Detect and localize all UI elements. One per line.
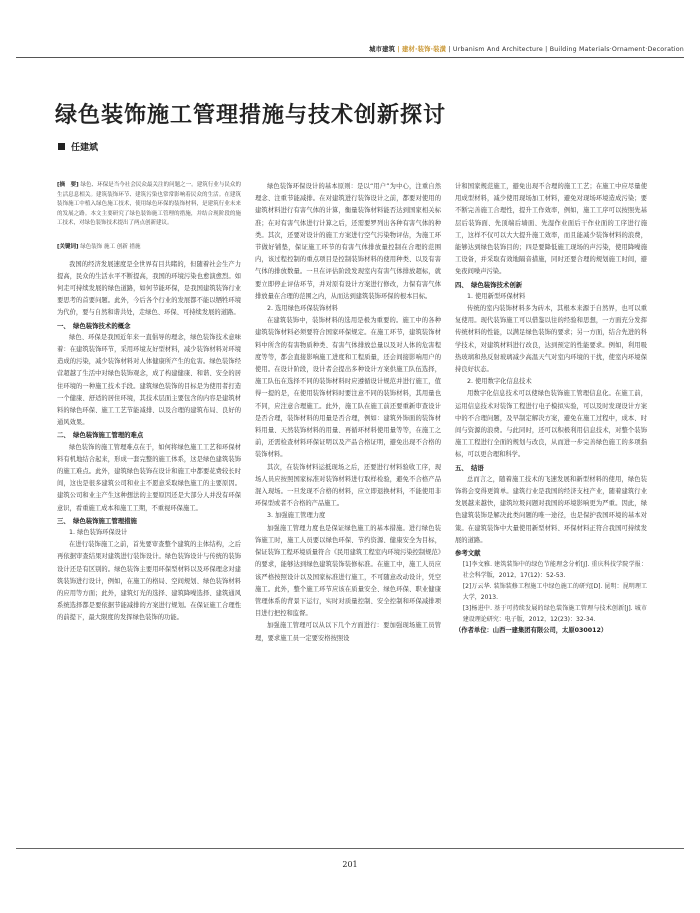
abstract: [57, 181, 241, 229]
paragraph: 总而言之，随着施工技术的飞速发展和新型材料的使用，绿色装饰将会变得更简单。建筑行业是我国的经济支柱产业，随着建筑行业发展越来越快，建筑垃圾问题对我国的环境影响更为严重。因此，绿色建筑装饰是解决此类问题的唯一途径，也是保护我国环境的基本对策。在建筑装饰中大量使用新型材料、环保材料正符合我国可持续发展的道路。: [455, 475, 647, 544]
header-section-cn: 城市建筑: [369, 46, 396, 53]
header-section-sub: 建材·装饰·装潢: [402, 46, 447, 53]
paragraph: 绿色装饰环保设计的基本原则：是以“用户”为中心，注重自然理念、注重节能减排。在对建筑进行装饰设计之前，都要对使用的建筑材料进行有害气体的计算，衡量装饰材料能否达到国家相关标准；在对有害气体进行计算之后，还需要罗列出各种有害气体的种类。其次，还要对设计的施工方案进行空气污染物评估，为施工环节做好铺垫，保证施工环节的有害气体排放量控制在合理的范围内，该过程控制的重点项目是控制装饰材料的使用种类、以及有害气体的排放数量。一旦在评估阶段发现室内有害气体排放超标，就要立即停止评估环节，并对原有设计方案进行修改，力保有害气体排放量在合理的范围之内，从而达到建筑装饰环保的根本目标。: [255, 183, 441, 300]
subsection-heading: 2. 使用数字化信息技术: [466, 378, 532, 386]
column-3: [455, 181, 647, 638]
page-number: 201: [342, 860, 358, 869]
column-2: [255, 181, 441, 645]
section-heading: 五、 结语: [455, 463, 484, 472]
references-list: [455, 559, 647, 625]
abstract-text: 绿色、环保是当今社会民众最关注的问题之一。建筑行业与民众的生活息息相关。建筑装饰环节、建筑污染也常常影响着民众的生活。在建筑装饰施工中植入绿色施工技术，使用绿色环保的装饰材料，是建筑行业未来的发展之路。本文主要研究了绿色装饰施工管理的措施，并结合现阶段的施工技术，对绿色装饰技术提出了两点创新建议。: [57, 182, 242, 227]
section-heading: 四、 绿色装饰技术创新: [455, 280, 523, 289]
subsection-heading: 1. 使用新型环保材料: [466, 292, 526, 300]
paragraph: 加强施工管理可以从以下几个方面进行：要加强现场施工员管理，要求施工员一定要安格按照设: [255, 622, 441, 642]
header-separator: |: [448, 46, 451, 53]
references-heading: 参考文献: [455, 549, 481, 558]
subsection-heading: 3. 加强施工管理力度: [266, 512, 326, 520]
reference-item: [3]杨进中. 基于可持续发展的绿色装饰施工管理与技术创新[J]. 城市建设理论研究：电子版，2012，12(23)：32-34.: [462, 605, 647, 624]
footer-divider: [16, 848, 684, 849]
keywords-label: [关键词]: [57, 243, 79, 250]
column-1: [57, 181, 241, 625]
author-line: [58, 140, 98, 153]
paragraph: 在建筑装饰中，装饰材料的选用是极为重要的。施工中的各种建筑装饰材料必须要符合国家环保规定。在施工环节，建筑装饰材料中所含的有害物质种类、有害气体排放总量以及对人体的危害程度等等，都会直接影响施工进度和工程质量，还会间接影响用户的使用。在设计阶段，设计者会提出多种设计方案供施工队伍选择，施工队伍在选择不同的装饰材料时应遵循设计规范并进行施工，值得一提的是，在使用装饰材料时要注意不同的装饰材料，其用量也不同，应注意合理施工。此外，施工队在施工前还要重新审查设计是否合理，装饰材料的用量是否合理，例如：建筑外饰面的装饰材料用量、天然装饰材料的用量、再循环材料使用量等等，在施工之前，还需检查材料环保证明以及产品合格证明，避免出现不合格的装饰材料。: [255, 317, 441, 459]
reference-item: [1]李文雅. 建筑装饰中的绿色节能理念分析[J]. 重庆科技学院学报：社会科学版，2012，17(12)：52-53.: [462, 561, 647, 580]
paragraph: 传统的室内装饰材料多为砖木，其根本来源于自然界，也可以重复使用。现代装饰施工可以借鉴以往的经验和思想，一方面充分发挥传统材料的性能，以满足绿色装饰的要求；另一方面，结合先进的科学技术，对建筑材料进行改良，达到预定的性能要求。例如，利用吸热玻璃和热反射玻璃减少高温天气对室内环境的干扰，使室内环境保持良好状态。: [455, 305, 647, 374]
header-section-label: [369, 44, 684, 53]
running-header: [0, 44, 700, 58]
abstract-label: [摘 要]: [57, 182, 79, 188]
square-bullet-icon: [58, 143, 65, 150]
author-affiliation: （作者单位：山西一建集团有限公司，太原030012）: [455, 627, 608, 635]
paragraph: 用数字化信息技术可以使绿色装饰施工管理信息化。在施工前，运用信息技术对装饰工程进行电子模拟实验，可以及时发现设计方案中的不合理问题，及早制定解决方案，避免在施工过程中，成本、时间与资源的浪费。与此同时，还可以积极利用信息技术，对整个装饰施工工程进行全面的规划与改良，从而进一步完善绿色施工的多项指标，可以更合理和科学。: [455, 390, 647, 459]
subsection-heading: 2. 选用绿色环保装饰材料: [266, 305, 338, 313]
header-separator: |: [397, 46, 400, 53]
paragraph: 绿色装饰的施工管理难点在于，如何将绿色施工工艺和环保材料有机地结合起来，形成一套完整的施工体系，这是绿色建筑装饰的施工难点。此外，建筑绿色装饰在设计和施工中都要花费较长时间，这也是很多建筑公司和业主不愿意采取绿色施工的主要原因。建筑公司和业主产生这种想法的主要原因还是大部分人并没有环保意识，看重施工成本和施工工期，不重视环保施工。: [57, 443, 241, 512]
paragraph: 我国的经济发展速度是全世界有目共睹的，但随着社会生产力提高，民众的生活水平不断提高，我国的环境污染也愈演愈烈。如何走可持续发展的绿色道路，如何节能环保，是我国建筑装饰行业要思考的首要问题。此外，今后各个行业的发展都不能以牺牲环境为代价，要与自然和谐共处，走绿色、环保、可持续发展的道路。: [57, 260, 241, 317]
paragraph: 在进行装饰施工之前，首先要审查整个建筑的主体结构，之后再依据审查结果对建筑进行装饰设计。绿色装饰设计与传统的装饰设计还是有区别的。绿色装饰主要用环保型材料以及环保理念对建筑装饰进行设计，例如，在施工的格局、空间规划、绿色装饰材料的应用等方面；此外，建筑灯光的选择、建筑降噪选择、建筑通风系统选择都是要依据节能减排的方案进行规划。在保证施工合理性的前提下，最大限度的发挥绿色装饰的功能。: [57, 541, 241, 622]
header-section-en: Urbanism And Architecture | Building Materials·Ornament·Decoration: [452, 46, 684, 53]
header-divider: [16, 57, 684, 58]
section-heading: 三、 绿色装饰施工管理措施: [57, 516, 137, 525]
paragraph: 绿色、环保是我国近年来一直倡导的理念，绿色装饰技术意味着：在建筑装饰环节，采用环境友好型材料，减少装饰材料对环境造成的污染，减少装饰材料对人体健康所产生的危害。绿色装饰经营超越了生活中对绿色装饰观念，成了构建健康、和谐、安全的居住环境的一种施工技术手段。建筑绿色装饰的目标是为使用者打造一个健康、舒适的居住环境，其技术层面主要包含的内容是建筑材料的绿色环保、施工工艺节能减排、以及合理的建筑布局、良好的通风效果。: [57, 333, 241, 427]
keywords: [57, 243, 241, 253]
paragraph: 其次，在装饰材料运抵现场之后，还要进行材料验收工序，现场人员应按照国家标准对装饰材料进行取样检验，避免不合格产品混入现场。一旦发现不合格的材料，应立即退换材料，不能使用非环保型或者不合格的产品施工。: [255, 463, 441, 508]
paragraph: 计和国家规范施工，避免出现不合理的施工工艺；在施工中应尽量使用成型材料，减少使用现场加工材料，避免对现场环境造成污染；要不断完善施工合理性，提升工作效率，例如，施工工序可以按照先基层后装饰面、先顶端后墙面、先湿作业面后干作业面的工序进行施工，这样不仅可以大大提升施工效率，而且能减少装饰材料的浪费，能够达到绿色装饰目的；四是要降低施工现场的声污染，使用降噪施工设备，并采取有效地隔音措施，同时还要合理的规划施工时间，避免夜间噪声污染。: [455, 183, 647, 276]
section-heading: 一、 绿色装饰技术的概念: [57, 321, 131, 330]
keywords-text: 绿色装饰 施工 创新 措施: [80, 243, 141, 250]
article-title: 绿色装饰施工管理措施与技术创新探讨: [55, 103, 447, 128]
author-name: 任建斌: [71, 143, 99, 153]
paragraph: 加强施工管理力度也是保证绿色施工的基本措施。进行绿色装饰施工时，施工人员要以绿色环保、节约资源、健康安全为目标，保证装饰工程环境质量符合《民用建筑工程室内环境污染控制规范》的要求，能够达到绿色建筑装饰装修标准。在施工中，施工人员应该严格按照设计以及国家标准进行施工，不可随意改动设计，凭空施工。此外，整个施工环节应该在质量安全、绿色环保、职业健康管理体系的背景下运行，实时对质量控制、安全控制和环保减排项目进行把控和监督。: [255, 524, 441, 618]
subsection-heading: 1. 绿色装饰环保设计: [68, 529, 128, 537]
section-heading: 二、 绿色装饰施工管理的难点: [57, 431, 144, 440]
reference-item: [2]万云华. 装饰装修工程施工中绿色施工的研究[D]. 昆明：昆明理工大学，2013.: [462, 583, 647, 602]
